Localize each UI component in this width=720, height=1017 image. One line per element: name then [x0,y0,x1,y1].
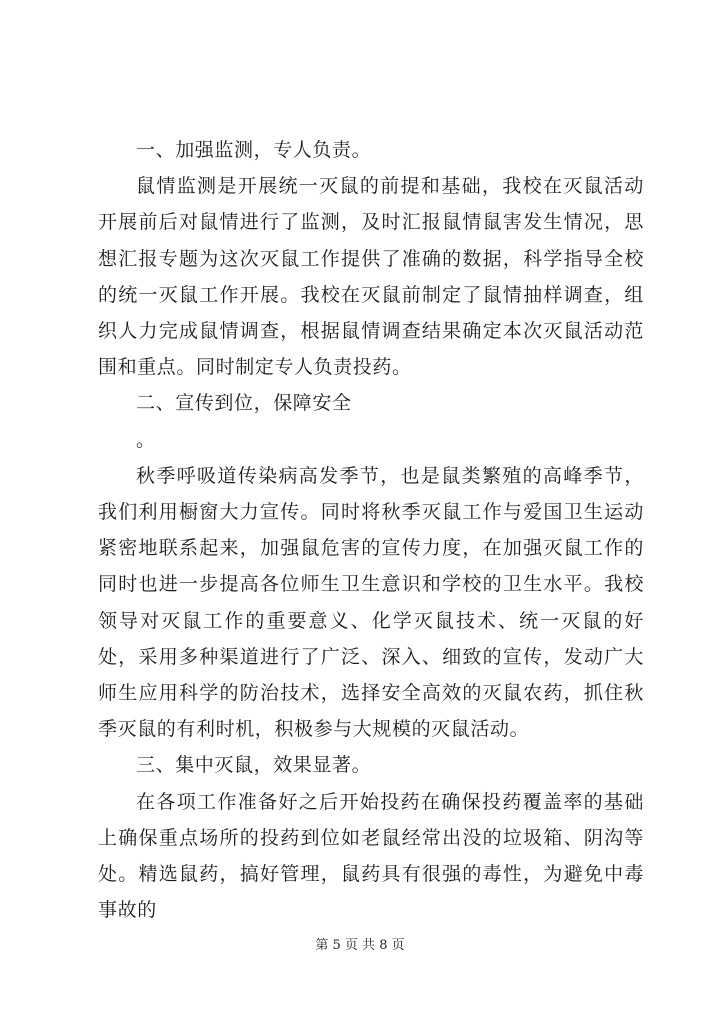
document-body [98,132,644,928]
section-heading-extermination: 三、集中灭鼠，效果显著。 [136,754,372,777]
paragraph-extermination: 在各项工作准备好之后开始投药在确保投药覆盖率的基础上确保重点场所的投药到位如老鼠经常出没的垃圾箱、阴沟等处。精选鼠药，搞好管理，鼠药具有很强的毒性，为避免中毒事故的 [98,790,644,922]
page-number-footer: 第 5 页 共 8 页 [315,938,405,953]
punctuation-mark: 。 [136,428,156,451]
section-heading-publicity: 二、宣传到位，保障安全 [136,392,352,415]
section-heading-monitoring: 一、加强监测，专人负责。 [136,139,372,161]
paragraph-publicity: 秋季呼吸道传染病高发季节，也是鼠类繁殖的高峰季节，我们利用橱窗大力宣传。同时将秋季灭鼠工作与爱国卫生运动紧密地联系起来，加强鼠危害的宣传力度，在加强灭鼠工作的同时也进一步提高各位师生卫生意识和学校的卫生水平。我校领导对灭鼠工作的重要意义、化学灭鼠技术、统一灭鼠的好处，采用多种渠道进行了广泛、深入、细致的宣传，发动广大师生应用科学的防治技术，选择安全高效的灭鼠农药，抓住秋季灭鼠的有利时机，积极参与大规模的灭鼠活动。 [98,464,644,741]
paragraph-monitoring: 鼠情监测是开展统一灭鼠的前提和基础，我校在灭鼠活动开展前后对鼠情进行了监测，及时汇报鼠情鼠害发生情况，思想汇报专题为这次灭鼠工作提供了准确的数据，科学指导全校的统一灭鼠工作开展。我校在灭鼠前制定了鼠情抽样调查，组织人力完成鼠情调查，根据鼠情调查结果确定本次灭鼠活动范围和重点。同时制定专人负责投药。 [98,175,644,379]
